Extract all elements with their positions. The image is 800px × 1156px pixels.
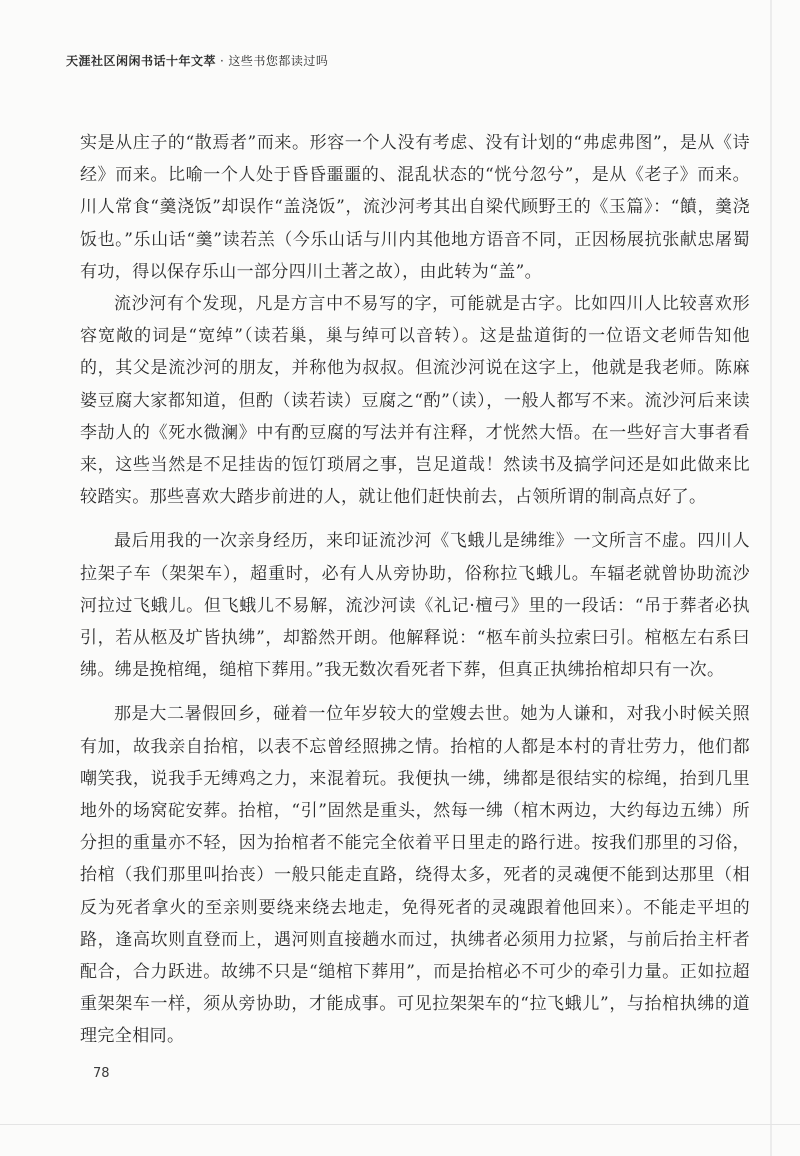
paragraph-continued: 实是从庄子的“散焉者”而来。形容一个人没有考虑、没有计划的“弗虑弗图”，是从《诗经》而来。比喻一个人处于昏昏噩噩的、混乱状态的“恍兮忽兮”，是从《老子》而来。川人常食“羹浇饭”却误作“盖浇饭”，流沙河考其出自梁代顾野王的《玉篇》：“饙，羹浇饭也。”乐山话“羹”读若羔（今乐山话与川内其他地方语音不同，正因杨展抗张献忠屠蜀有功，得以保存乐山一部分四川土著之故），由此转为“盖”。 xyxy=(80,133,750,282)
running-header xyxy=(66,52,328,69)
page-edge-shadow xyxy=(770,0,772,1156)
header-subtitle: 这些书您都读过吗 xyxy=(228,54,329,68)
page-bottom-edge xyxy=(0,1124,800,1125)
page-body-text xyxy=(80,127,750,1053)
header-series-title: 天涯社区闲闲书话十年文萃 xyxy=(66,54,217,68)
page-number: 78 xyxy=(93,1066,110,1081)
paragraph-dialect-discovery: 流沙河有个发现，凡是方言中不易写的字，可能就是古字。比如四川人比较喜欢形容宽敞的词是“宽绰”（读若巢，巢与绰可以音转）。这是盐道街的一位语文老师告知他的，其父是流沙河的朋友，并称他为叔叔。但流沙河说在这字上，他就是我老师。陈麻婆豆腐大家都知道，但酌（读若读）豆腐之“酌”（读），一般人都写不来。流沙河后来读李劼人的《死水微澜》中有酌豆腐的写法并有注释，才恍然大悟。在一些好言大事者看来，这些当然是不足挂齿的饾饤琐屑之事，岂足道哉！然读书及搞学问还是如此做来比较踏实。那些喜欢大踏步前进的人，就让他们赶快前去，占领所谓的制高点好了。 xyxy=(80,294,750,508)
paragraph-funeral-story: 那是大二暑假回乡，碰着一位年岁较大的堂嫂去世。她为人谦和，对我小时候关照有加，故我亲自抬棺，以表不忘曾经照拂之情。抬棺的人都是本村的青壮劳力，他们都嘲笑我，说我手无缚鸡之力，来混着玩。我便执一绋，绋都是很结实的棕绳，抬到几里地外的场窝砣安葬。抬棺，“引”固然是重头，然每一绋（棺木两边，大约每边五绋）所分担的重量亦不轻，因为抬棺者不能完全依着平日里走的路行进。按我们那里的习俗，抬棺（我们那里叫抬丧）一般只能走直路，绕得太多，死者的灵魂便不能到达那里（相反为死者拿火的至亲则要绕来绕去地走，免得死者的灵魂跟着他回来）。不能走平坦的路，逢高坎则直登而上，遇河则直接趟水而过，执绋者必须用力拉紧，与前后抬主杆者配合，合力跃进。故绋不只是“缒棺下葬用”，而是抬棺必不可少的牵引力量。正如拉超重架架车一样，须从旁协助，才能成事。可见拉架架车的“拉飞蛾儿”，与抬棺执绋的道理完全相同。 xyxy=(80,704,750,1047)
header-separator: · xyxy=(220,54,225,68)
paragraph-personal-experience: 最后用我的一次亲身经历，来印证流沙河《飞蛾儿是绋维》一文所言不虚。四川人拉架子车（架架车），超重时，必有人从旁协助，俗称拉飞蛾儿。车辐老就曾协助流沙河拉过飞蛾儿。但飞蛾儿不易解，流沙河读《礼记·檀弓》里的一段话：“吊于葬者必执引，若从柩及圹皆执绋”，却豁然开朗。他解释说：“柩车前头拉索曰引。棺柩左右系曰绋。绋是挽棺绳，缒棺下葬用。”我无数次看死者下葬，但真正执绋抬棺却只有一次。 xyxy=(80,531,750,681)
